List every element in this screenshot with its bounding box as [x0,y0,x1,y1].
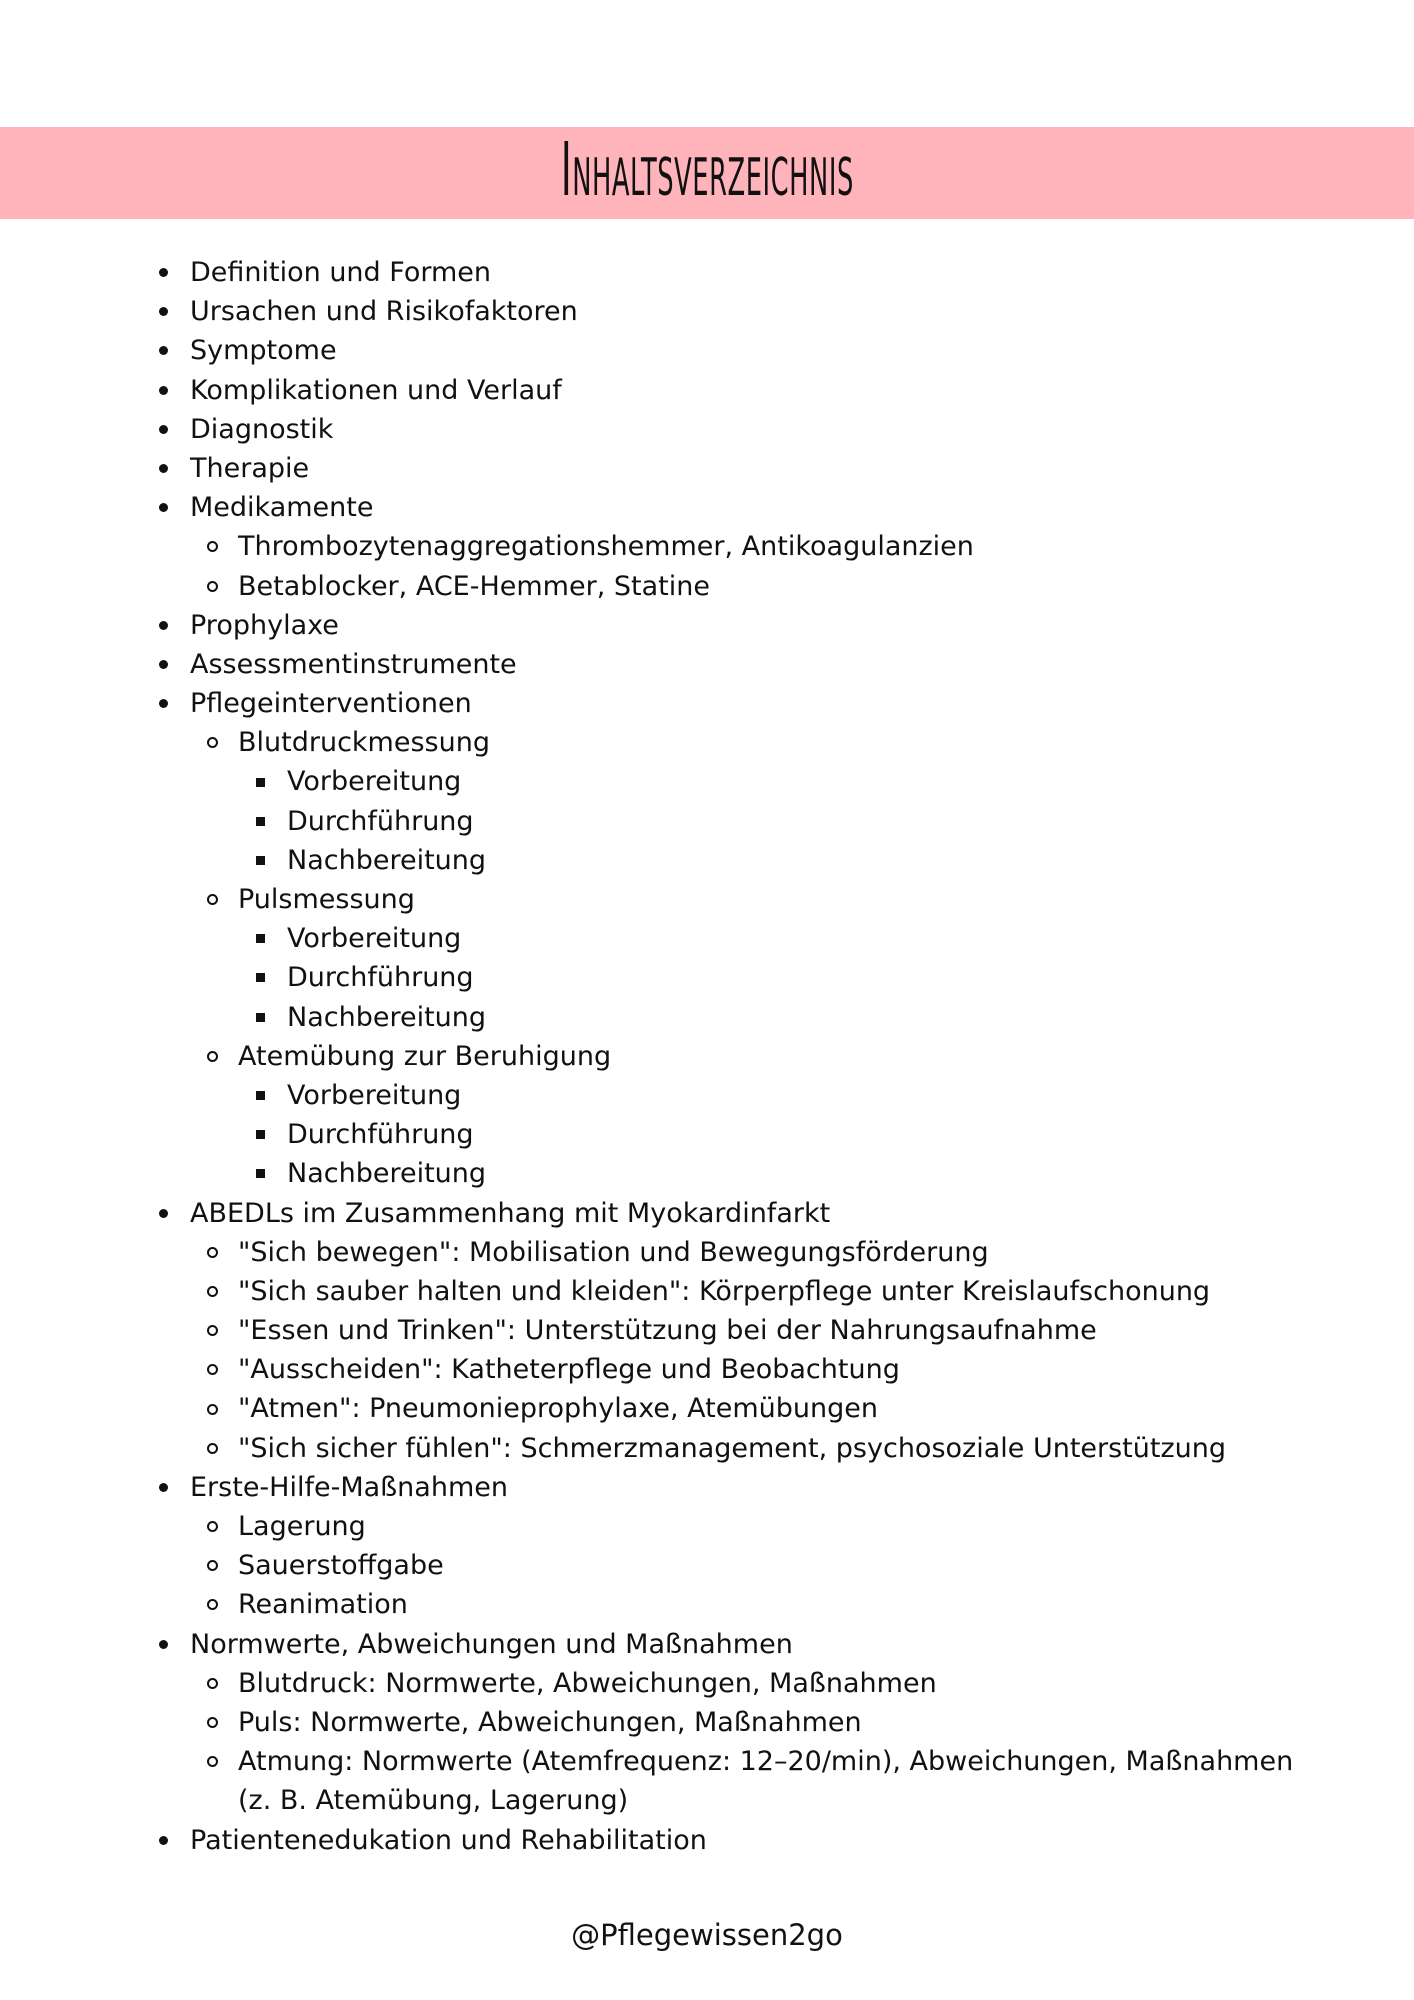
disc-bullet-icon [159,1468,168,1507]
toc-item [0,684,1414,723]
circle-bullet-icon [207,567,218,606]
toc-item [0,1389,1414,1428]
toc-item-label: Vorbereitung [287,1079,462,1111]
toc-item-label: "Ausscheiden": Katheterpflege und Beobachtung [238,1354,900,1386]
disc-bullet-icon [159,1625,168,1664]
toc-item-label: Vorbereitung [287,766,462,798]
toc-item [0,958,1414,997]
toc-item-label: Diagnostik [190,413,334,445]
toc-item-label: Nachbereitung [287,844,487,876]
toc-item-label: "Essen und Trinken": Unterstützung bei der Nahrungsaufnahme [238,1315,1097,1347]
toc-item-label: Prophylaxe [190,609,339,641]
disc-bullet-icon [159,606,168,645]
disc-bullet-icon [159,1194,168,1233]
toc-item [0,527,1414,566]
toc-item [0,841,1414,880]
circle-bullet-icon [207,1742,218,1781]
toc-item-label: Blutdruckmessung [238,727,490,759]
toc-item-label: Medikamente [190,492,374,524]
toc-item [0,723,1414,762]
toc-item-label: Betablocker, ACE-Hemmer, Statine [238,570,710,602]
square-bullet-icon [256,998,265,1037]
toc-item [0,449,1414,488]
toc-item [0,1821,1414,1860]
toc-item [0,1742,1414,1781]
circle-bullet-icon [207,1429,218,1468]
toc-item [0,880,1414,919]
toc-item-label: Therapie [190,452,310,484]
toc-item [0,606,1414,645]
circle-bullet-icon [207,1272,218,1311]
toc-item-label: Blutdruck: Normwerte, Abweichungen, Maßnahmen [238,1667,937,1699]
square-bullet-icon [256,1154,265,1193]
toc-item [0,1625,1414,1664]
disc-bullet-icon [159,645,168,684]
disc-bullet-icon [159,488,168,527]
toc-item [0,1350,1414,1389]
disc-bullet-icon [159,371,168,410]
toc-item [0,1194,1414,1233]
circle-bullet-icon [207,527,218,566]
circle-bullet-icon [207,1233,218,1272]
toc-item-label: Vorbereitung [287,923,462,955]
circle-bullet-icon [207,1311,218,1350]
toc-item [0,1429,1414,1468]
toc-item-label: Ursachen und Risikofaktoren [190,296,578,328]
toc-item-label: (z. B. Atemübung, Lagerung) [238,1785,629,1817]
circle-bullet-icon [207,1389,218,1428]
disc-bullet-icon [159,410,168,449]
toc-item-label: Erste-Hilfe-Maßnahmen [190,1471,508,1503]
toc-item [0,488,1414,527]
title-band [0,127,1414,219]
circle-bullet-icon [207,1664,218,1703]
toc-item-label: Patientenedukation und Rehabilitation [190,1824,707,1856]
toc-item [0,802,1414,841]
circle-bullet-icon [207,1703,218,1742]
toc-item [0,292,1414,331]
toc-item [0,331,1414,370]
toc-item-label: Durchführung [287,1119,474,1151]
circle-bullet-icon [207,1546,218,1585]
square-bullet-icon [256,1115,265,1154]
toc-item [0,919,1414,958]
toc-item-label: "Sich sauber halten und kleiden": Körperpflege unter Kreislaufschonung [238,1275,1211,1307]
disc-bullet-icon [159,331,168,370]
toc-item-label: Assessmentinstrumente [190,648,517,680]
toc-item-label: Definition und Formen [190,257,492,288]
toc-item-label: Puls: Normwerte, Abweichungen, Maßnahmen [238,1706,862,1738]
square-bullet-icon [256,841,265,880]
toc-item [0,371,1414,410]
toc-item-label: Pflegeinterventionen [190,688,472,720]
toc-item [0,1507,1414,1546]
toc-item [0,1703,1414,1742]
square-bullet-icon [256,958,265,997]
toc-item [0,1468,1414,1507]
toc-item-label: Normwerte, Abweichungen und Maßnahmen [190,1628,793,1660]
toc-item [0,1311,1414,1350]
toc-item-label: Symptome [190,335,337,367]
toc-item-label: Sauerstoffgabe [238,1550,444,1582]
circle-bullet-icon [207,723,218,762]
circle-bullet-icon [207,1037,218,1076]
toc-item [0,1115,1414,1154]
toc-item-label: Komplikationen und Verlauf [190,374,562,406]
circle-bullet-icon [207,1507,218,1546]
circle-bullet-icon [207,880,218,919]
toc-item [0,1546,1414,1585]
toc-item-label: Atemübung zur Beruhigung [238,1040,612,1072]
square-bullet-icon [256,802,265,841]
toc-item [0,998,1414,1037]
square-bullet-icon [256,919,265,958]
toc-item [0,253,1414,292]
disc-bullet-icon [159,684,168,723]
toc-item-label: Nachbereitung [287,1158,487,1190]
toc-item-label: Thrombozytenaggregationshemmer, Antikoagulanzien [238,531,974,563]
toc-item [0,1154,1414,1193]
toc-item [0,1585,1414,1624]
toc-item-label: Lagerung [238,1511,366,1542]
circle-bullet-icon [207,1585,218,1624]
square-bullet-icon [256,762,265,801]
toc-item-label: "Sich sicher fühlen": Schmerzmanagement, psychosoziale Unterstützung [238,1432,1227,1464]
table-of-contents [0,253,1414,1860]
toc-item [0,1272,1414,1311]
square-bullet-icon [256,1076,265,1115]
toc-item-label: "Atmen": Pneumonieprophylaxe, Atemübungen [238,1393,879,1425]
disc-bullet-icon [159,449,168,488]
toc-item-label: Nachbereitung [287,1001,487,1033]
disc-bullet-icon [159,292,168,331]
toc-item-label: Pulsmessung [238,884,415,915]
disc-bullet-icon [159,253,168,292]
toc-item-label: ABEDLs im Zusammenhang mit Myokardinfarkt [190,1197,831,1229]
toc-item-label: Atmung: Normwerte (Atemfrequenz: 12–20/min), Abweichungen, Maßnahmen [238,1746,1294,1778]
disc-bullet-icon [159,1821,168,1860]
toc-item-label: Durchführung [287,805,474,837]
toc-item-label: Durchführung [287,962,474,994]
page-title: Inhaltsverzeichnis [560,127,854,213]
toc-item [0,1037,1414,1076]
footer-handle: @Pflegewissen2go [571,1918,843,1952]
toc-item-label: "Sich bewegen": Mobilisation und Bewegungsförderung [238,1236,989,1268]
toc-item [0,1233,1414,1272]
toc-item [0,410,1414,449]
toc-item [0,645,1414,684]
toc-item [0,1781,1414,1820]
toc-item [0,567,1414,606]
toc-item [0,1664,1414,1703]
circle-bullet-icon [207,1350,218,1389]
toc-item-label: Reanimation [238,1589,408,1621]
toc-item [0,1076,1414,1115]
toc-item [0,762,1414,801]
